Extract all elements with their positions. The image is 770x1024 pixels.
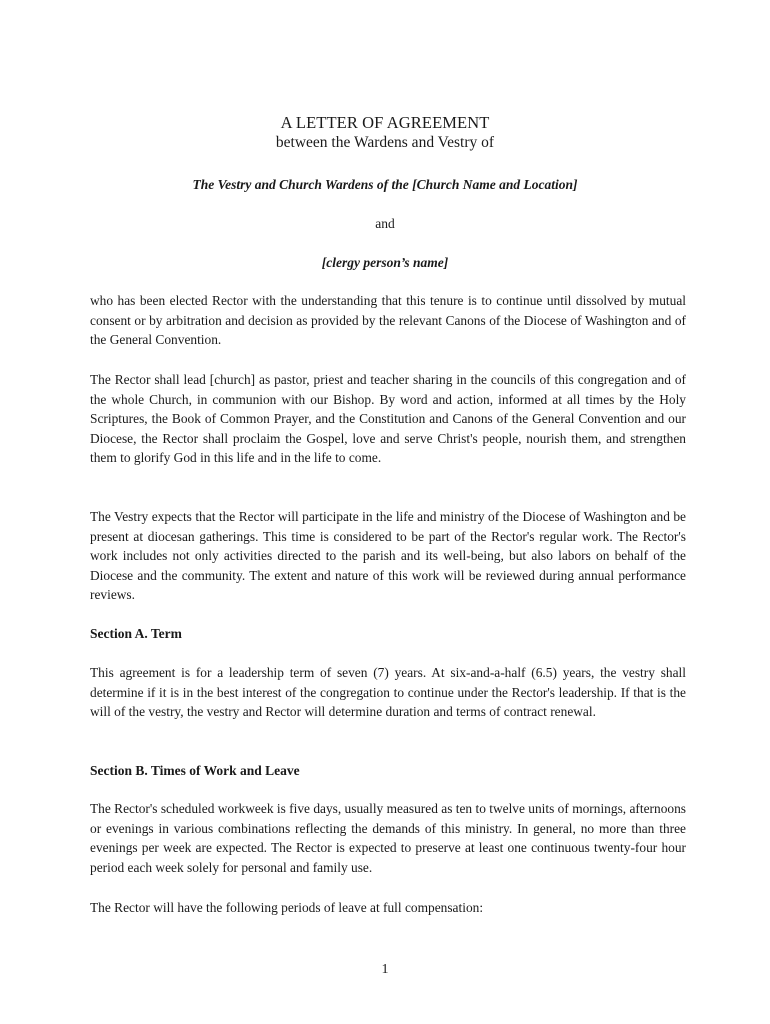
page-number: 1 [381, 962, 389, 977]
section-b-heading: Section B. Times of Work and Leave [90, 763, 300, 778]
document-subtitle: between the Wardens and Vestry of [275, 134, 495, 151]
vestry-paragraph: The Vestry expects that the Rector will participate in the life and ministry of the Diocese of Washington and be present at diocesan gatherings. This time is considered to be part of the Rector's regular work. The Rector's work includes not only activities directed to the parish and its well-being, but also labors on behalf of the Diocese and the community. The extent and nature of this work will be reviewed during annual performance reviews. [90, 509, 686, 603]
document-title: A LETTER OF AGREEMENT [280, 113, 490, 132]
intro-paragraph: who has been elected Rector with the understanding that this tenure is to continue until dissolved by mutual consent or by arbitration and decision as provided by the relevant Canons of the Diocese of Washington and of the General Convention. [90, 293, 686, 348]
and-text: and [375, 216, 395, 231]
leave-intro-paragraph: The Rector will have the following periods of leave at full compensation: [90, 900, 484, 915]
section-a-heading: Section A. Term [90, 626, 182, 641]
section-a-paragraph: This agreement is for a leadership term of seven (7) years. At six-and-a-half (6.5) years, the vestry shall determine if it is in the best interest of the congregation to continue under the Rector's leadership. If that is the will of the vestry, the vestry and Rector will determine duration and terms of contract renewal. [90, 665, 686, 720]
parties-line: The Vestry and Church Wardens of the [Church Name and Location] [192, 177, 578, 192]
clergy-name-line: [clergy person’s name] [321, 255, 449, 270]
rector-paragraph: The Rector shall lead [church] as pastor, priest and teacher sharing in the councils of this congregation and of the whole Church, in communion with our Bishop. By word and action, informed at all times by the Holy Scriptures, the Book of Common Prayer, and the Constitution and Canons of the General Convention and our Diocese, the Rector shall proclaim the Gospel, love and serve Christ's people, nourish them, and strengthen them to glorify God in this life and in the life to come. [90, 372, 686, 466]
section-b-paragraph: The Rector's scheduled workweek is five days, usually measured as ten to twelve units of mornings, afternoons or evenings in various combinations reflecting the demands of this ministry. In general, no more than three evenings per week are expected. The Rector is expected to preserve at least one continuous twenty-four hour period each week solely for personal and family use. [90, 801, 686, 875]
